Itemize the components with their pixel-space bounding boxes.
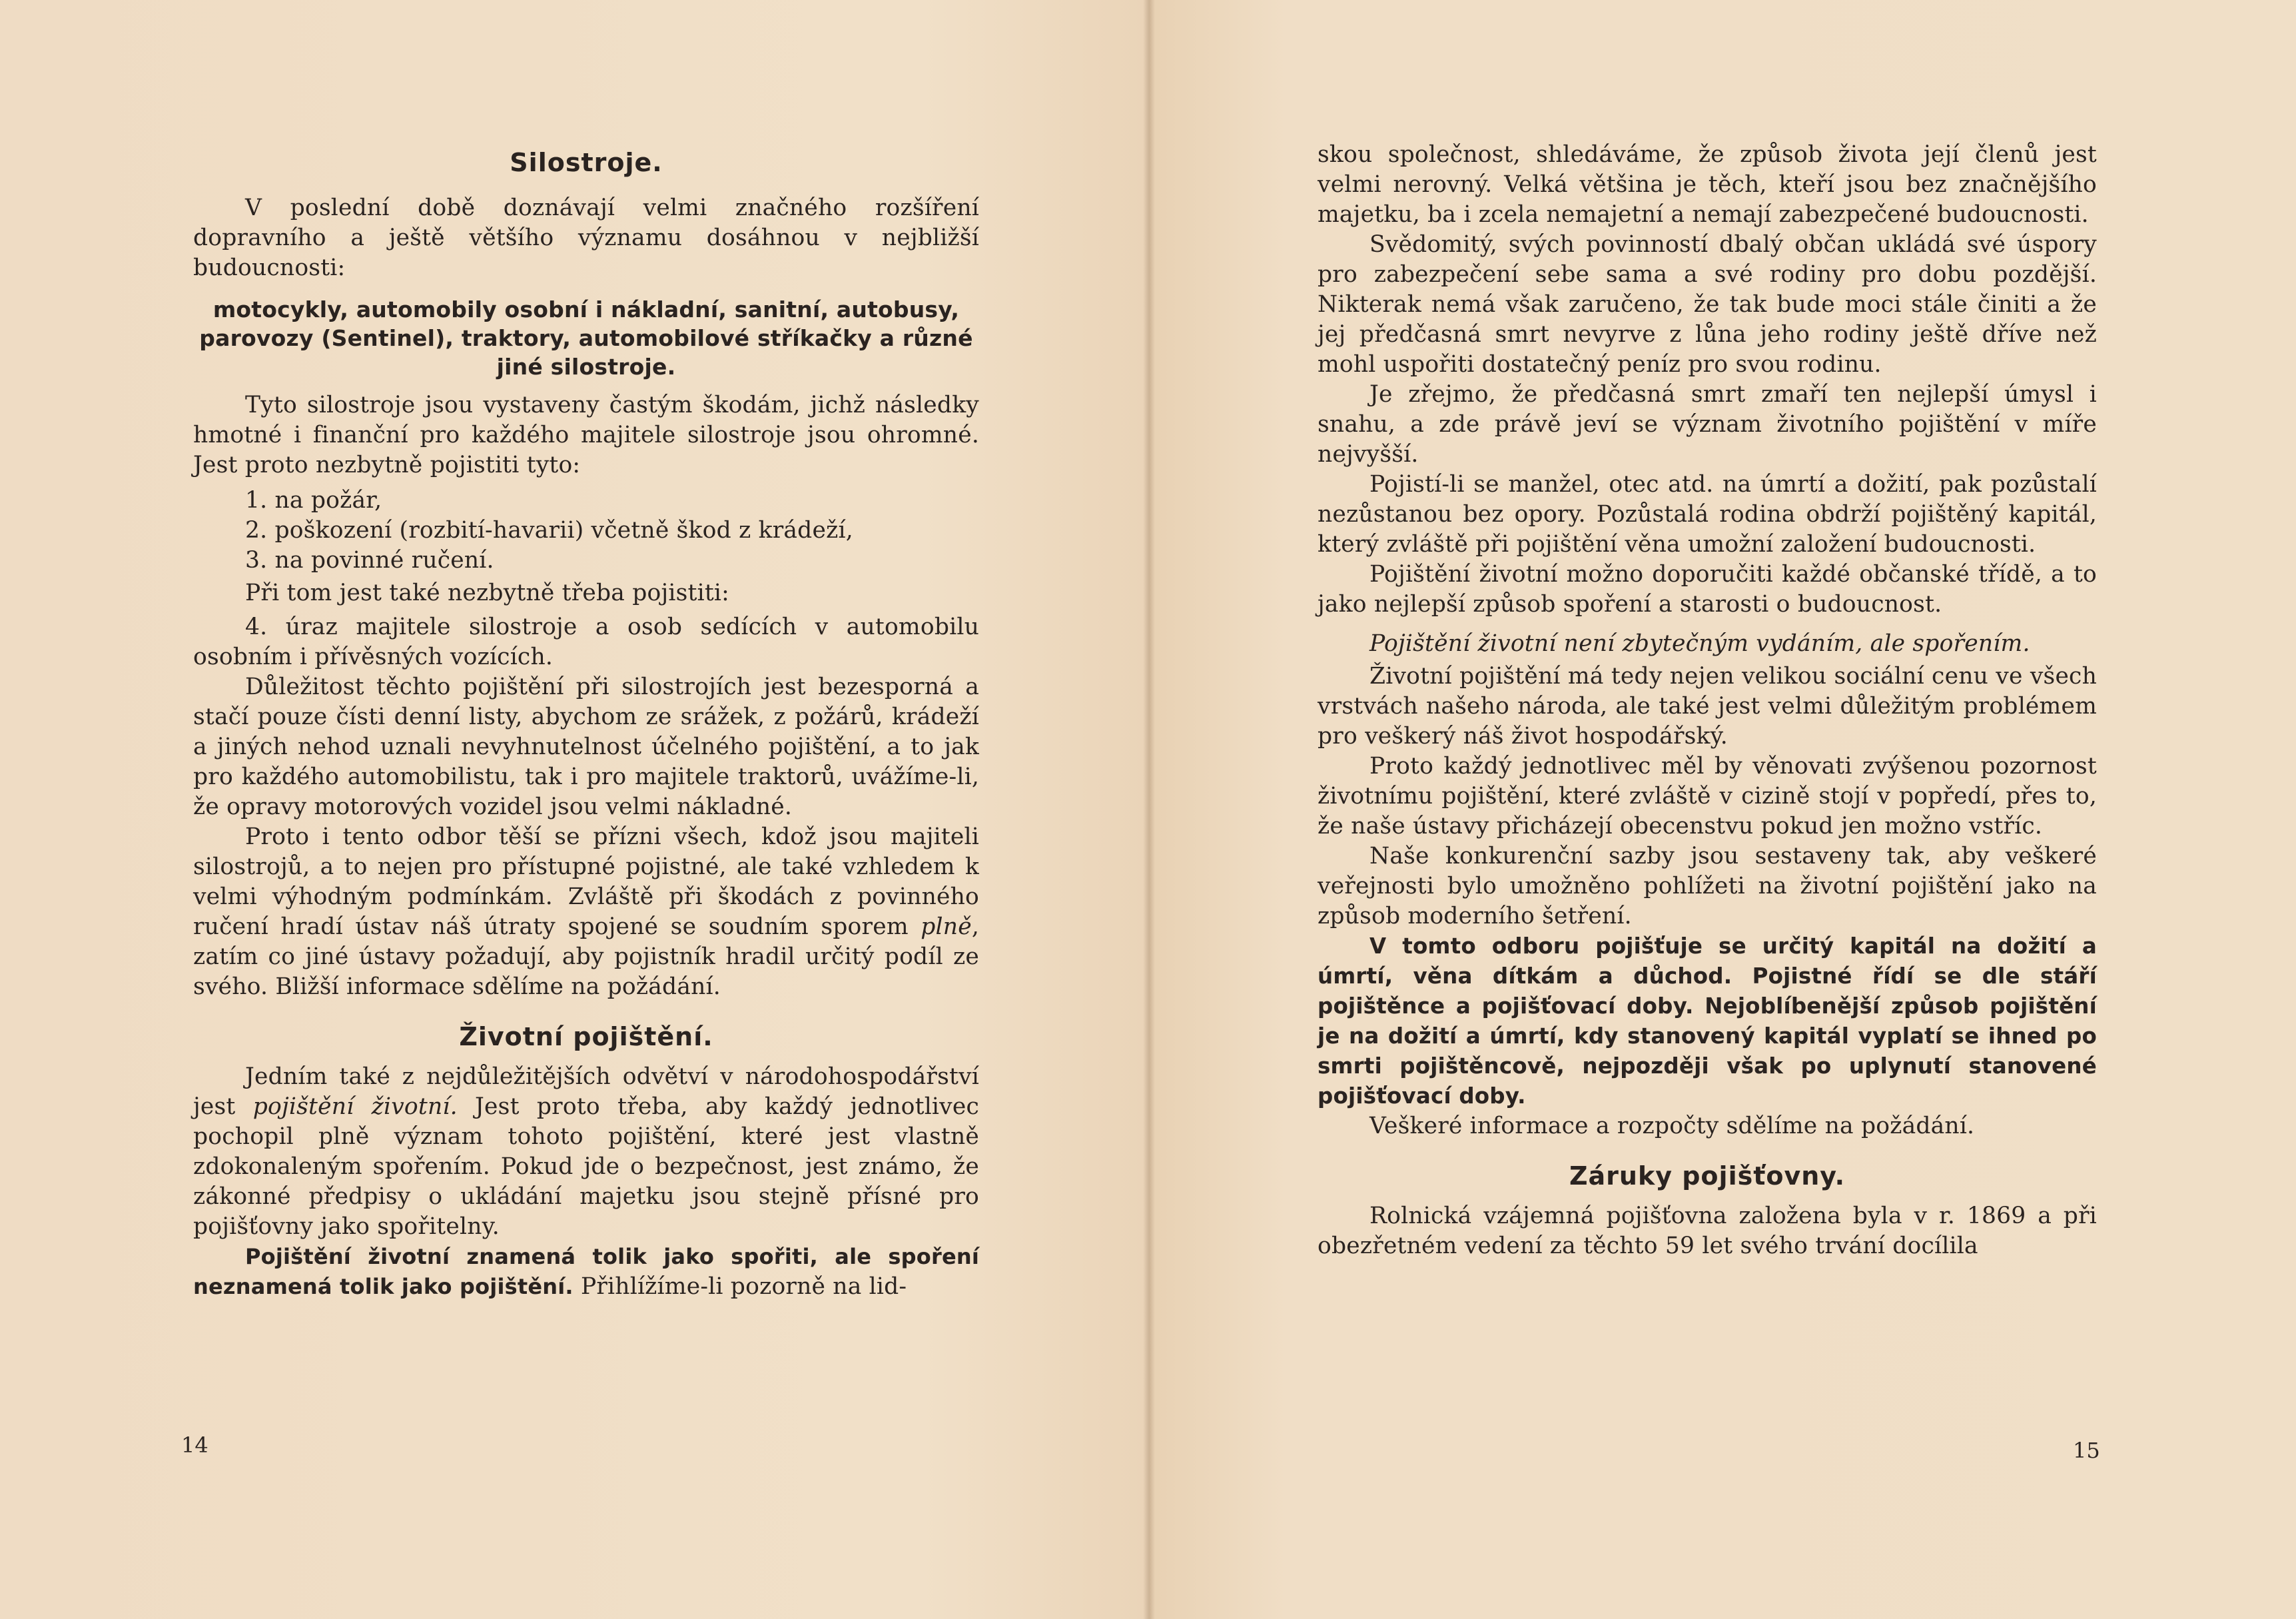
text-run: Jedním také z nejdůležitějších odvětví v národohospodářství jest [193, 1063, 979, 1120]
page-number-left: 14 [181, 1432, 208, 1458]
motto: Pojištění životní není zbytečným vydáním, ale spořením. [1369, 630, 2030, 657]
paragraph-founded: Rolnická vzájemná pojišťovna založena byla v r. 1869 a při obezřetném vedení za těchto 59 let svého trvání docílila [1318, 1203, 2097, 1259]
paragraph-recommend: Pojištění životní možno doporučiti každé občanské třídě, a to jako nejlepší způsob spoření a starosti o budoucnost. [1318, 561, 2097, 618]
insurance-list [193, 486, 979, 576]
italic-run: plně [921, 913, 972, 940]
paragraph-saving [193, 1242, 979, 1302]
bold-run: Pojištění životní znamená tolik jako spořiti, ale spoření neznamená tolik jako pojištění. [193, 1244, 979, 1299]
paragraph-importance: Důležitost těchto pojištění při silostrojích jest bezesporná a stačí pouze čísti denní listy, abychom ze srážek, z požárů, krádeží a jiných nehod uznali nevyhnutelnost účelného pojištění, a to jak pro každého automobilistu, tak i pro majitele traktorů, uvážíme-li, že opravy motorových vozidel jsou velmi nákladné. [193, 674, 979, 820]
paragraph-branch-bold: V tomto odboru pojišťuje se určitý kapitál na dožití a úmrtí, věna dítkám a důchod. Pojistné řídí se dle stáří pojištěnce a pojišťovací doby. Nejoblíbenější způsob pojištění je na dožití a úmrtí, kdy stanovený kapitál vyplatí se ihned po smrti pojištěncově, nejpozději však po uplynutí stanovené pojišťovací doby. [1318, 933, 2097, 1109]
paragraph-life-insurance [193, 1062, 979, 1242]
book-gutter [1143, 0, 1155, 1619]
page-number-right: 15 [2073, 1438, 2100, 1463]
text-run: Jest proto třeba, aby každý jednotlivec pochopil plně význam tohoto pojištění, které jest vlastně zdokonaleným spořením. Pokud jde o bezpečnost, jest známo, že zákonné předpisy o ukládání majetku jsou stejně přísné pro pojišťovny jako spořitelny. [193, 1093, 979, 1240]
list-item: 3. na povinné ručení. [245, 547, 494, 574]
list-item: 1. na požár, [245, 487, 382, 514]
list-item-4: 4. úraz majitele silostroje a osob sedících v automobilu osobním i přívěsných vozících. [193, 614, 979, 670]
paragraph-favour [193, 822, 979, 1002]
paragraph-also: Při tom jest také nezbytně třeba pojistiti: [245, 580, 729, 606]
text-run: Proto i tento odbor těší se přízni všech, kdož jsou majiteli silostrojů, a to nejen pro přístupné pojistné, ale také vzhledem k velmi výhodným podmínkám. Zvláště při škodách z povinného ručení hradí ústav náš útraty spojené se soudním sporem [193, 823, 979, 940]
text-run: Přihlížíme-li pozorně na lid- [573, 1273, 907, 1300]
paragraph-attention: Proto každý jednotlivec měl by věnovati zvýšenou pozornost životnímu pojištění, které zvláště v cizině stojí v popředí, přes to, že naše ústavy přicházejí obecenstvu pokud jen možno vstříc. [1318, 753, 2097, 839]
heading-zaruky: Záruky pojišťovny. [1569, 1161, 1846, 1191]
paragraph-husband: Pojistí-li se manžel, otec atd. na úmrtí a dožití, pak pozůstalí nezůstanou bez opory. Pozůstalá rodina obdrží pojištěný kapitál, který zvláště při pojištění věna umožní založení budoucnosti. [1318, 471, 2097, 558]
paragraph-information: Veškeré informace a rozpočty sdělíme na požádání. [1369, 1113, 1975, 1139]
paragraph-social-value: Životní pojištění má tedy nejen velikou sociální cenu ve všech vrstvách našeho národa, ale také jest velmi důležitým problémem pro veškerý náš život hospodářský. [1318, 663, 2097, 750]
paragraph-continued: skou společnost, shledáváme, že způsob života její členů jest velmi nerovný. Velká většina je těch, kteří jsou bez značnějšího majetku, ba i zcela nemajetní a nemají zabezpečené budoucnosti. [1318, 141, 2097, 228]
list-item: 2. poškození (rozbití-havarii) včetně škod z krádeží, [245, 517, 853, 544]
text-run: , zatím co jiné ústavy požadují, aby pojistník hradil určitý podíl ze svého. Bližší informace sdělíme na požádání. [193, 913, 979, 1000]
heading-zivotni-pojisteni: Životní pojištění. [459, 1022, 713, 1051]
italic-run: pojištění životní. [252, 1093, 458, 1120]
right-page-text [1318, 140, 2097, 1261]
paragraph-damages: Tyto silostroje jsou vystaveny častým škodám, jichž následky hmotné i finanční pro každého majitele silostroje jsou ohromné. Jest proto nezbytně pojistiti tyto: [193, 392, 979, 478]
paragraph-rates: Naše konkurenční sazby jsou sestaveny tak, aby veškeré veřejnosti bylo umožněno pohlížeti na životní pojištění jako na způsob moderního šetření. [1318, 843, 2097, 929]
left-page-text [193, 133, 979, 1302]
heading-silostroje: Silostroje. [510, 148, 663, 177]
vehicles-list: motocykly, automobily osobní i nákladní, sanitní, autobusy, parovozy (Sentinel), traktory, automobilové stříkačky a různé jiné silostroje. [199, 296, 973, 380]
paragraph-citizen: Svědomitý, svých povinností dbalý občan ukládá své úspory pro zabezpečení sebe sama a své rodiny pro dobu pozdější. Nikterak nemá však zaručeno, že tak bude moci stále činiti a že jej předčasná smrt nevyrve z lůna jeho rodiny ještě dříve než mohl uspořiti dostatečný peníz pro svou rodinu. [1318, 231, 2097, 378]
paragraph-premature-death: Je zřejmo, že předčasná smrt zmaří ten nejlepší úmysl i snahu, a zde právě jeví se význam životního pojištění v míře nejvyšší. [1318, 381, 2097, 468]
intro-paragraph: V poslední době doznávají velmi značného rozšíření dopravního a ještě většího významu dosáhnou v nejbližší budoucnosti: [193, 195, 979, 281]
